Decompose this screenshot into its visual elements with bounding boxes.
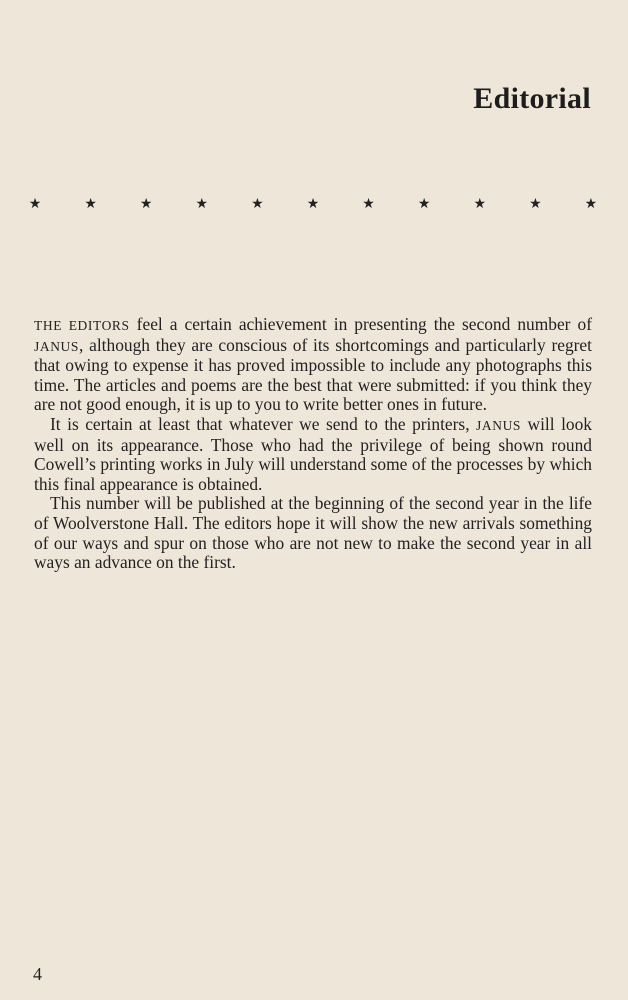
star-icon: ★: [362, 197, 375, 212]
star-icon: ★: [195, 197, 209, 212]
page-number: 4: [33, 964, 42, 984]
paragraph-1: [34, 315, 592, 415]
star-icon: ★: [139, 197, 153, 212]
magazine-name: JANUS: [476, 417, 522, 433]
star-icon: ★: [473, 197, 487, 212]
star-icon: ★: [306, 197, 320, 212]
star-icon: ★: [251, 197, 264, 212]
paragraph-3: [34, 494, 592, 572]
text-segment: , although they are conscious of its shortcomings and particularly regret that owing to expense it has proved impossible to include any photographs this time. The articles and poems are the best that were submitted: if you think they are not good enough, it is up to you to write better ones in future.: [34, 334, 592, 415]
text-segment: This number will be published at the beginning of the second year in the life of Woolverstone Hall. The editors hope it will show the new arrivals something of our ways and spur on those who are not new to make the second year in all ways an advance on the first.: [34, 493, 592, 573]
editorial-body: [34, 315, 592, 573]
page-title: Editorial: [473, 82, 591, 115]
star-divider: [28, 196, 598, 213]
star-icon: ★: [84, 197, 97, 212]
text-segment: It is certain at least that whatever we send to the printers,: [50, 413, 477, 434]
paragraph-lead: THE EDITORS: [34, 318, 130, 333]
text-segment: feel a certain achievement in presenting the second number of: [129, 314, 592, 334]
text-segment: will look well on its appearance. Those who had the privilege of being shown round Cowell’s printing works in July will understand some of the processes by which this final appearance is obtained.: [34, 413, 592, 494]
star-icon: ★: [28, 197, 42, 212]
star-icon: ★: [529, 197, 542, 212]
star-icon: ★: [584, 197, 598, 212]
paragraph-2: [34, 415, 592, 494]
magazine-name: JANUS: [34, 338, 80, 354]
star-icon: ★: [417, 197, 431, 212]
